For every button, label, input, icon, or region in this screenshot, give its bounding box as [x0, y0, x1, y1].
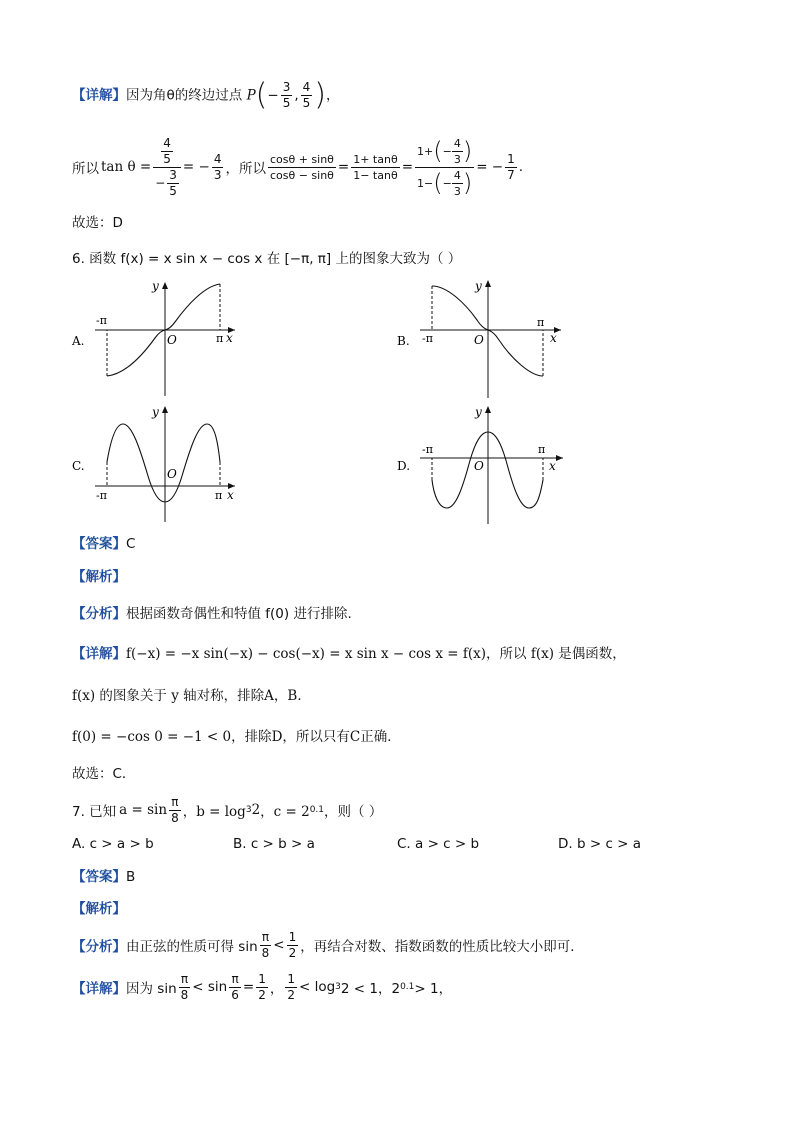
den: 8	[171, 810, 179, 825]
y-label: y	[152, 279, 159, 293]
num: 4	[213, 151, 222, 166]
period: .	[518, 159, 524, 175]
analysis-tag: 【解析】	[72, 569, 126, 585]
y-arrow	[162, 282, 168, 289]
d-tail: 2 < 1，2	[340, 981, 401, 997]
n: 3	[169, 167, 177, 182]
paren-close: )	[314, 77, 326, 113]
log-base: 3	[245, 805, 252, 815]
stem-prefix: 7. 已知	[72, 804, 117, 820]
detail-tag: 【详解】	[72, 87, 126, 104]
x-label: x	[227, 488, 234, 502]
n: 4	[453, 136, 461, 150]
q6-fenxi	[72, 603, 352, 625]
lt: <	[273, 937, 285, 953]
x-label: x	[226, 331, 233, 345]
point-symbol: P	[246, 87, 256, 104]
eq: =	[242, 979, 255, 995]
graph-a-label: A.	[72, 334, 85, 348]
eq: = −	[476, 159, 504, 175]
minus-sign: −	[267, 87, 279, 104]
fenxi-tag: 【分析】	[72, 939, 126, 955]
mid-text: ，所以	[225, 161, 266, 177]
big-num: 1+ ( − 4 3 )	[417, 136, 473, 166]
d: 3	[453, 184, 461, 198]
one-plus: 1+	[417, 144, 434, 158]
neg-pi: -π	[96, 314, 107, 327]
minus: −	[155, 175, 166, 190]
inner-frac	[452, 168, 463, 199]
fenxi-a: 由正弦的性质可得 sin	[126, 939, 258, 955]
detail-tag: 【详解】	[72, 646, 126, 662]
paren: )	[462, 168, 473, 197]
num: π	[261, 929, 270, 944]
num: 1	[288, 929, 297, 944]
num: 1+ tanθ	[353, 152, 398, 166]
den: cosθ − sinθ	[269, 168, 334, 182]
den: 8	[261, 945, 270, 960]
num: 1	[287, 971, 295, 986]
graph-a	[71, 279, 235, 396]
num: π	[171, 794, 179, 809]
frac-tan	[351, 152, 399, 183]
frac-pi8	[169, 795, 181, 826]
den: 2	[258, 987, 266, 1002]
frac	[229, 972, 241, 1003]
q6-detail-2	[72, 685, 311, 707]
q7-detail	[72, 966, 452, 1008]
neg-pi: -π	[422, 443, 433, 456]
den: 8	[180, 987, 189, 1002]
tan-equation-line	[72, 132, 523, 202]
n: 4	[453, 168, 461, 182]
c-def: ，c = 2	[260, 804, 310, 820]
frac	[287, 930, 299, 961]
graph-c-label: C.	[72, 459, 85, 473]
pos-pi: π	[538, 443, 546, 456]
cf-den	[153, 167, 181, 199]
one-minus: 1−	[417, 176, 434, 190]
fenxi-tag: 【分析】	[72, 606, 126, 622]
lt-log: < log	[298, 979, 336, 995]
fraction-y	[301, 80, 313, 111]
den: 3	[213, 167, 222, 182]
q6-answer	[72, 533, 135, 555]
num: 4	[302, 80, 311, 94]
paren: (	[433, 168, 443, 197]
detail-text: f(x) 的图象关于 y 轴对称，排除A，B．	[72, 688, 311, 704]
paren: )	[462, 136, 473, 165]
graph-d-label: D.	[397, 459, 411, 473]
answer-tag: 【答案】	[72, 536, 126, 552]
answer-value: B	[126, 869, 136, 885]
detail-text: f(0) = −cos 0 = −1 < 0，排除D，所以只有C正确．	[72, 729, 401, 745]
q7-option-d: D. b > c > a	[558, 836, 642, 852]
q7-option-c: C. a > c > b	[397, 836, 480, 852]
q6-stem: 6. 函数 f(x) = x sin x − cos x 在 [−π, π] 上的图象大致为（ ）	[72, 251, 462, 267]
q6-choice: 故选：C．	[72, 766, 136, 782]
tan-label: tan θ =	[101, 159, 152, 175]
pos-pi: π	[537, 316, 545, 329]
q6-graph-panel	[60, 278, 760, 530]
paren-open: (	[255, 77, 268, 113]
log-base: 3	[335, 982, 341, 992]
y-label: y	[152, 405, 159, 419]
q7-analysis	[72, 898, 126, 920]
inner-frac	[452, 136, 463, 167]
detail-text: 因为角θ的终边过点	[126, 87, 243, 104]
num: 3	[282, 80, 291, 94]
num: 1	[507, 151, 515, 166]
pos-pi: π	[216, 332, 224, 345]
q7-stem	[72, 790, 382, 830]
answer-value: C	[126, 536, 136, 552]
complex-fraction	[153, 136, 181, 199]
y-label: y	[475, 405, 482, 419]
comma: ，	[325, 87, 340, 104]
origin-label: O	[474, 333, 484, 347]
frac	[179, 972, 191, 1003]
graph-d	[397, 405, 563, 524]
num: π	[180, 971, 189, 986]
q6-detail-1	[72, 643, 626, 665]
q6-analysis	[72, 566, 126, 588]
choice-5: 故选：D	[72, 215, 123, 231]
num: π	[231, 971, 239, 986]
den: 5	[302, 96, 311, 110]
eq: = −	[182, 159, 210, 175]
prefix: 所以	[72, 161, 99, 177]
fraction-x	[281, 80, 293, 111]
d-a: 因为 sin	[126, 981, 177, 997]
origin-label: O	[167, 467, 177, 481]
pos-pi: π	[215, 489, 223, 502]
d-end: > 1，	[414, 981, 453, 997]
eq: =	[337, 159, 350, 175]
fenxi-b: ，再结合对数、指数函数的性质比较大小即可．	[300, 939, 584, 955]
d: 5	[163, 151, 171, 166]
x-arrow	[556, 455, 563, 461]
fenxi-text: 根据函数奇偶性和特值 f(0) 进行排除.	[126, 606, 352, 622]
graph-b	[397, 279, 561, 398]
den: 6	[231, 987, 239, 1002]
c-exp: 0.1	[309, 805, 325, 815]
den: 5	[282, 96, 291, 110]
a-def: a = sin	[119, 802, 168, 818]
comma: ，	[269, 981, 284, 997]
lt-sin: < sin	[192, 979, 228, 995]
y-label: y	[475, 279, 482, 293]
origin-label: O	[474, 459, 484, 473]
n: 4	[163, 135, 171, 150]
stem-end: ，则（ ）	[324, 804, 383, 820]
num: 1	[258, 971, 266, 986]
detail-line-5: 【详解】因为角θ的终边过点 P(− $\frac{3}{5}$ , $\frac{4}{5}$ )，	[72, 77, 340, 113]
den: 7	[507, 167, 515, 182]
graph-c	[72, 405, 235, 522]
curve	[107, 424, 223, 502]
frac-43	[212, 152, 224, 183]
y-arrow	[162, 406, 168, 413]
den: 2	[288, 945, 297, 960]
big-den: 1− ( − 4 3 )	[417, 168, 473, 198]
eq: =	[401, 159, 413, 175]
analysis-tag: 【解析】	[72, 901, 126, 917]
d: 5	[169, 183, 177, 198]
neg-pi: -π	[96, 489, 107, 502]
x-label: x	[549, 459, 556, 473]
den: 1− tanθ	[353, 168, 398, 182]
exp: 0.1	[400, 982, 415, 992]
log-arg: 2	[251, 802, 261, 818]
q7-fenxi	[72, 924, 584, 966]
paren: (	[433, 136, 443, 165]
b-def: ，b = log	[182, 804, 246, 820]
cf-num	[159, 136, 175, 167]
frac-17	[505, 152, 517, 183]
neg-pi: -π	[422, 332, 433, 345]
q7-answer	[72, 866, 135, 888]
frac	[285, 972, 297, 1003]
q7-option-b: B. c > b > a	[233, 836, 315, 852]
detail-tag: 【详解】	[72, 981, 126, 997]
num: cosθ + sinθ	[269, 152, 334, 166]
d: 3	[453, 152, 461, 166]
frac	[260, 930, 272, 961]
y-arrow	[485, 406, 491, 413]
frac-cos-sin	[268, 152, 336, 183]
q7-option-a: A. c > a > b	[72, 836, 154, 852]
x-label: x	[550, 331, 557, 345]
graph-b-label: B.	[397, 334, 410, 348]
detail-text: f(−x) = −x sin(−x) − cos(−x) = x sin x − cos x = f(x)，所以 f(x) 是偶函数，	[126, 646, 626, 662]
frac-big	[415, 136, 474, 199]
den: 2	[287, 987, 295, 1002]
q6-detail-3	[72, 726, 401, 748]
frac	[256, 972, 268, 1003]
answer-tag: 【答案】	[72, 869, 126, 885]
cf-den-frac	[167, 168, 179, 199]
origin-label: O	[167, 333, 177, 347]
y-arrow	[485, 280, 491, 287]
